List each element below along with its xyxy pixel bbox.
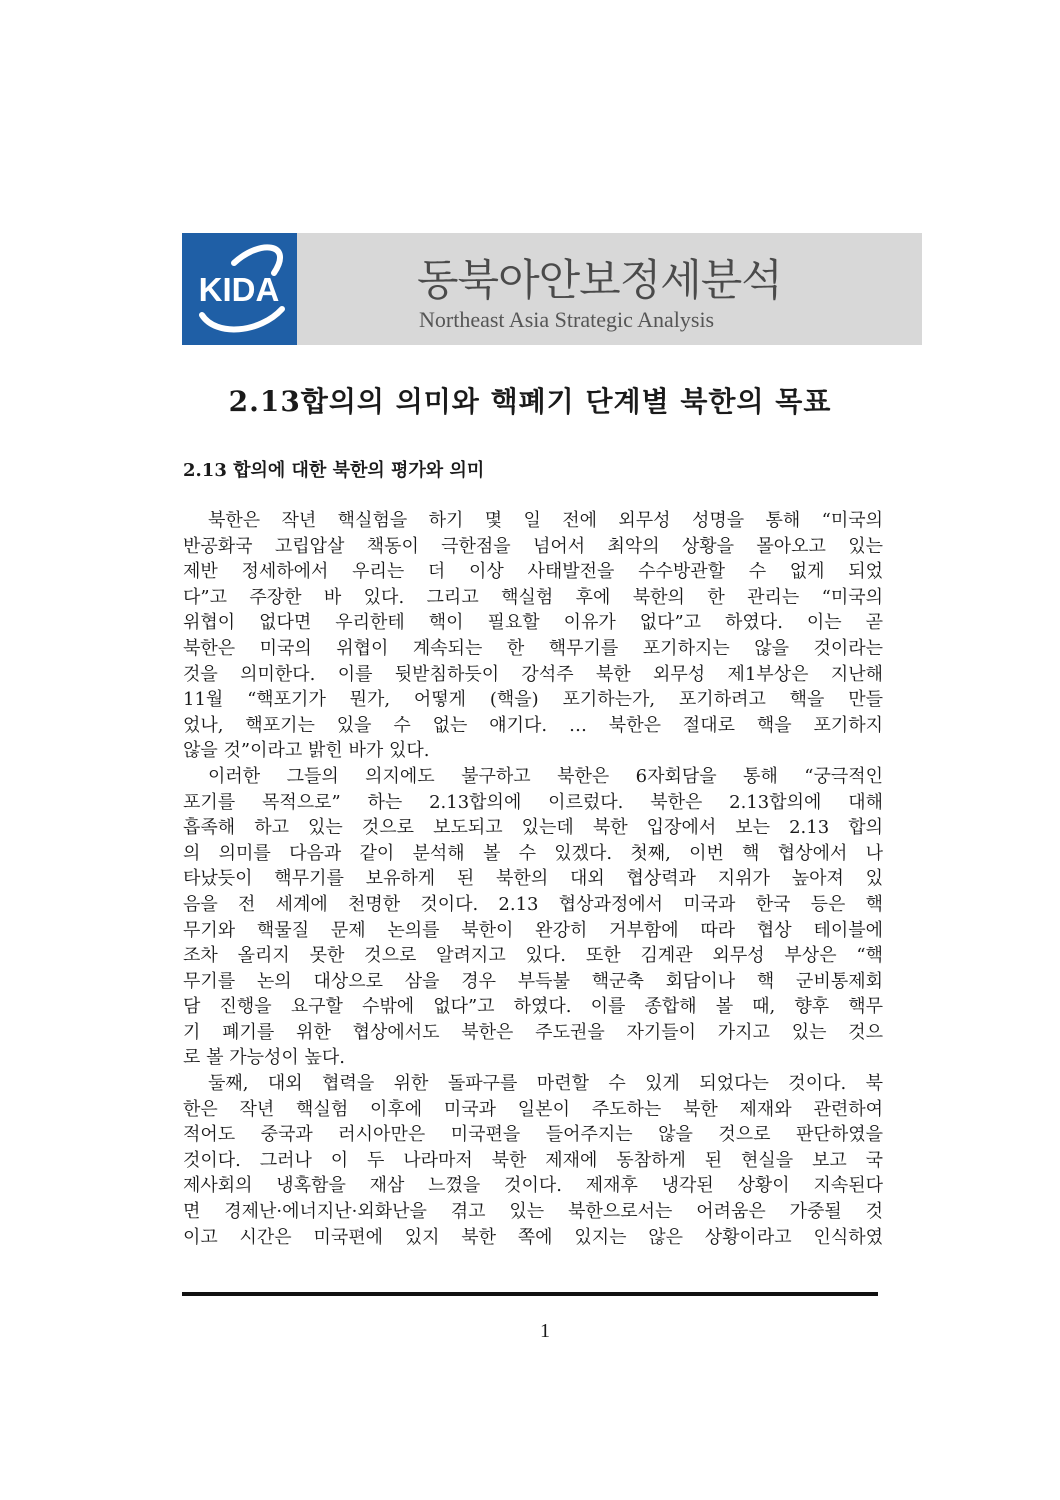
text-line: 조차 올리지 못한 것으로 알려지고 있다. 또한 김계관 외무성 부상은 “핵 [183,945,883,967]
text-line: 기 폐기를 위한 협상에서도 북한은 주도권을 자기들이 가지고 있는 것으 [183,1021,883,1043]
publication-title: 동북아안보정세분석 [417,256,782,306]
text-line: 이러한 그들의 의지에도 불구하고 북한은 6자회담을 통해 “궁극적인 [208,765,883,787]
text-line: 둘째, 대외 협력을 위한 돌파구를 마련할 수 있게 되었다는 것이다. 북 [208,1073,883,1095]
text-line: 이고 시간은 미국편에 있지 북한 쪽에 있지는 않은 상황이라고 인식하였 [183,1226,883,1248]
text-line: 포기를 목적으로” 하는 2.13합의에 이르렀다. 북한은 2.13합의에 대해 [183,791,883,813]
text-line: 담 진행을 요구할 수밖에 없다”고 하였다. 이를 종합해 볼 때, 향후 핵무 [183,996,883,1018]
text-line: 북한은 작년 핵실험을 하기 몇 일 전에 외무성 성명을 통해 “미국의 [208,510,883,531]
logo-text: KIDA [198,271,280,308]
text-line: 흡족해 하고 있는 것으로 보도되고 있는데 북한 입장에서 보는 2.13 합의 [183,817,883,839]
kida-logo [182,233,297,345]
text-line: 면 경제난·에너지난·외화난을 겪고 있는 북한으로서는 어려움은 가중될 것 [183,1201,883,1223]
text-line: 북한은 미국의 위협이 계속되는 한 핵무기를 포기하지는 않을 것이라는 [183,637,883,659]
text-line: 한은 작년 핵실험 이후에 미국과 일본이 주도하는 북한 제재와 관련하여 [183,1098,883,1120]
footer-divider [182,1292,878,1296]
text-line: 무기를 논의 대상으로 삼을 경우 부득불 핵군축 회담이나 핵 군비통제회 [183,970,883,992]
text-line: 적어도 중국과 러시아만은 미국편을 들어주지는 않을 것으로 판단하였을 [183,1124,883,1146]
text-line: 로 볼 가능성이 높다. [183,1047,345,1069]
text-line: 위협이 없다면 우리한테 핵이 필요할 이유가 없다”고 하였다. 이는 곧 [183,612,883,634]
text-line: 다”고 주장한 바 있다. 그리고 핵실험 후에 북한의 한 관리는 “미국의 [183,586,883,608]
text-line: 제사회의 냉혹함을 재삼 느꼈을 것이다. 제재후 냉각된 상황이 지속된다 [183,1175,883,1197]
section-heading: 2.13 합의에 대한 북한의 평가와 의미 [183,460,485,481]
text-line: 것을 의미한다. 이를 뒷받침하듯이 강석주 북한 외무성 제1부상은 지난해 [183,663,883,685]
text-line: 무기와 핵물질 문제 논의를 북한이 완강히 거부함에 따라 협상 테이블에 [183,919,883,941]
text-line: 것이다. 그러나 이 두 나라마저 북한 제재에 동참하게 된 현실을 보고 국 [183,1149,883,1171]
text-line: 제반 정세하에서 우리는 더 이상 사태발전을 수수방관할 수 없게 되었 [183,561,883,583]
text-line: 타났듯이 핵무기를 보유하게 된 북한의 대외 협상력과 지위가 높아져 있 [183,868,883,890]
text-line: 반공화국 고립압살 책동이 극한점을 넘어서 최악의 상황을 몰아오고 있는 [183,535,883,557]
document-title: 2.13합의의 의미와 핵폐기 단계별 북한의 목표 [228,385,832,418]
kida-logo-icon [182,233,297,345]
publication-subtitle: Northeast Asia Strategic Analysis [419,307,715,332]
text-line: 의 의미를 다음과 같이 분석해 볼 수 있겠다. 첫째, 이번 핵 협상에서 나 [183,842,883,864]
text-line: 었나, 핵포기는 있을 수 없는 얘기다. … 북한은 절대로 핵을 포기하지 [183,714,883,736]
text-line: 않을 것”이라고 밝힌 바가 있다. [183,740,430,762]
header-banner [182,233,922,345]
body-text [183,508,883,1250]
text-line: 11월 “핵포기가 뭔가, 어떻게 (핵을) 포기하는가, 포기하려고 핵을 만들 [183,689,883,711]
page-number: 1 [540,1320,550,1342]
text-line: 음을 전 세계에 천명한 것이다. 2.13 협상과정에서 미국과 한국 등은 핵 [183,893,883,915]
